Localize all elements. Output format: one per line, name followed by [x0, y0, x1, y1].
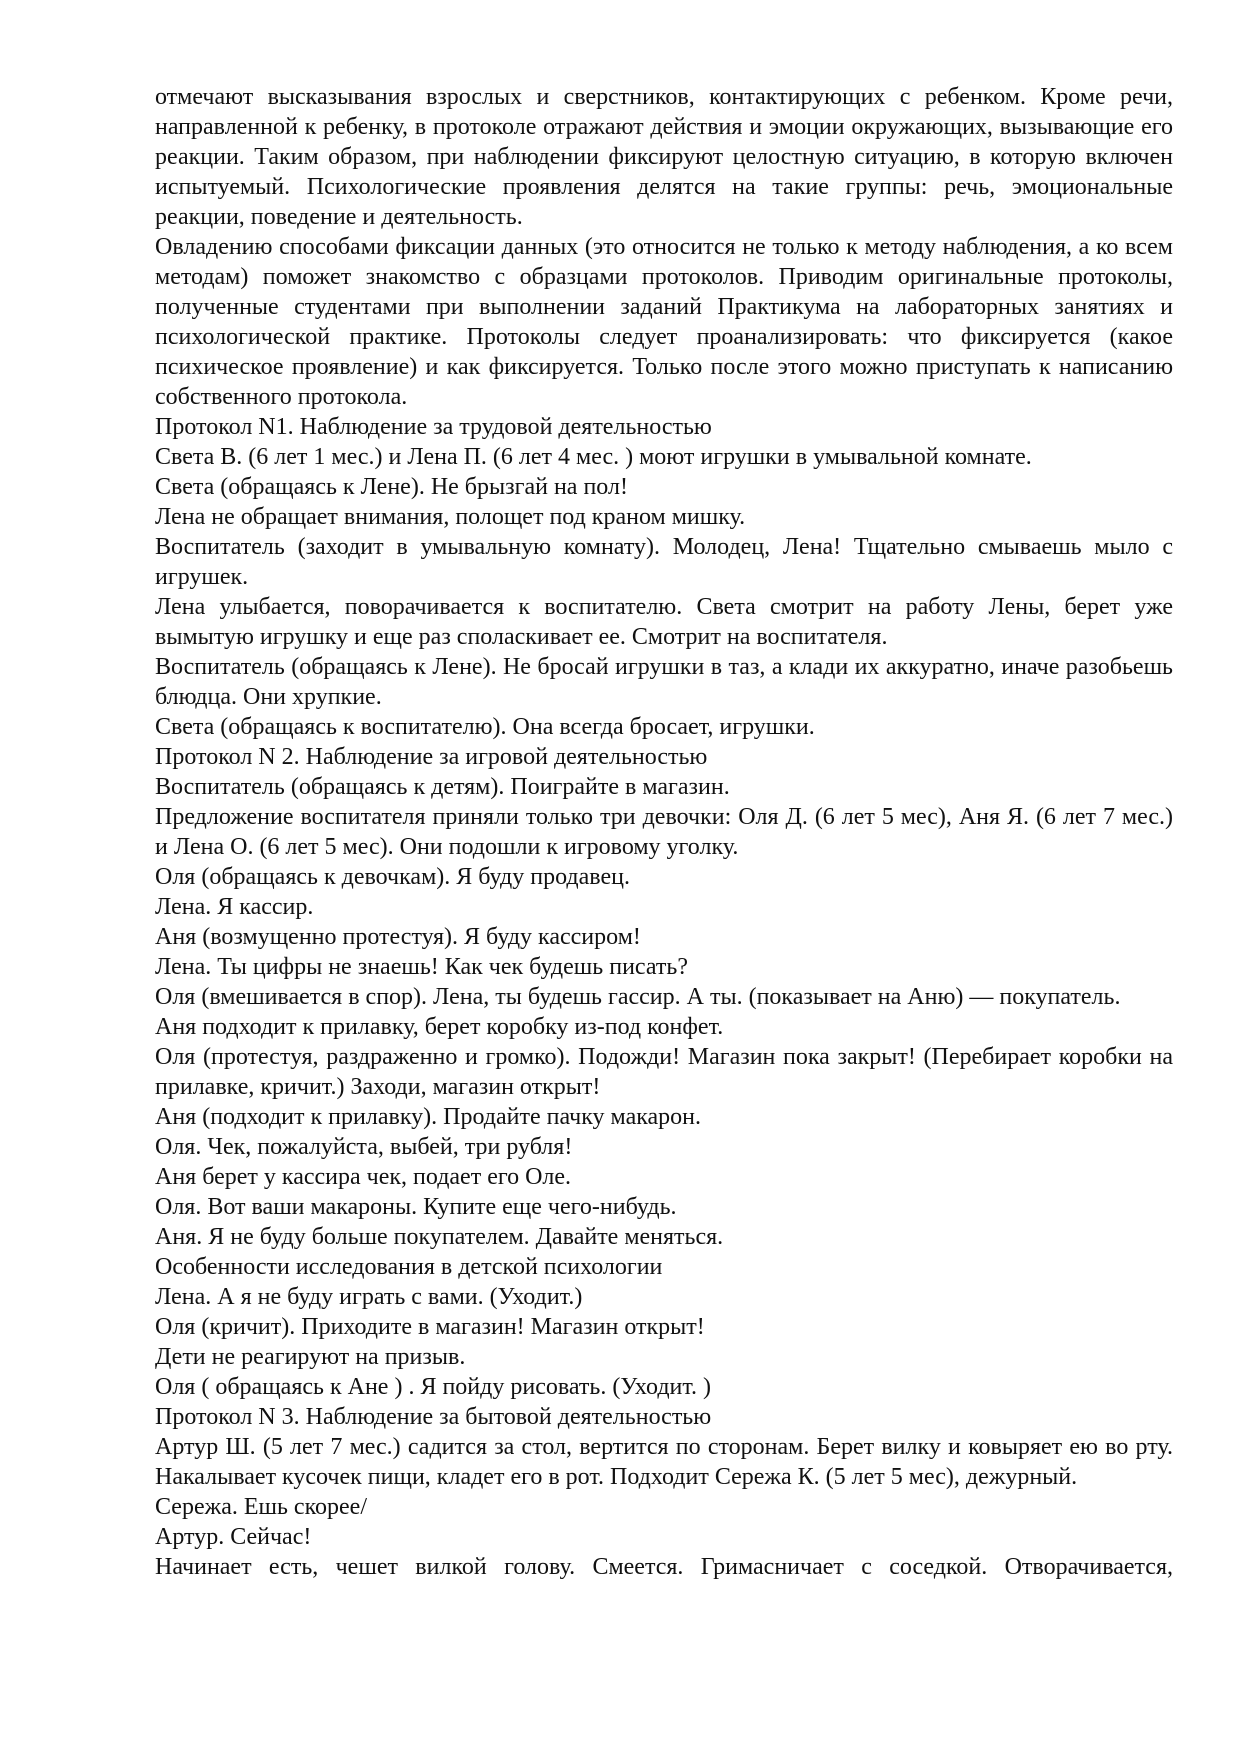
paragraph-protocol-methods: Овладению способами фиксации данных (это относится не только к методу наблюдения, а ко всем методам) поможет знакомство с образцами протоколов. Приводим оригинальные протоколы, полученные студентами при выполнении заданий Практикума на лабораторных занятиях и психологической практике. Протоколы следует проанализировать: что фиксируется (какое психическое проявление) и как фиксируется. Только после этого можно приступать к написанию собственного протокола. [155, 234, 1173, 410]
protocol-line: Воспитатель (заходит в умывальную комнату). Молодец, Лена! Тщательно смываешь мыло с игрушек. [155, 534, 1173, 590]
protocol-line: Света В. (6 лет 1 мес.) и Лена П. (6 лет 4 мес. ) моют игрушки в умывальной комнате. [155, 444, 1032, 470]
protocol-line: Аня подходит к прилавку, берет коробку из-под конфет. [155, 1014, 724, 1040]
heading-protocol-2: Протокол N 2. Наблюдение за игровой деятельностью [155, 744, 708, 770]
protocol-line: Аня (возмущенно протестуя). Я буду кассиром! [155, 924, 641, 950]
protocol-line: Оля (вмешивается в спор). Лена, ты будешь гассир. А ты. (показывает на Аню) — покупатель. [155, 984, 1121, 1010]
running-header-line: Особенности исследования в детской психологии [155, 1254, 663, 1280]
protocol-line: Лена не обращает внимания, полощет под краном мишку. [155, 504, 746, 530]
document-page [155, 82, 1173, 1582]
protocol-line: Оля. Вот ваши макароны. Купите еще чего-нибудь. [155, 1194, 677, 1220]
protocol-line: Лена. Ты цифры не знаешь! Как чек будешь писать? [155, 954, 688, 980]
heading-protocol-1: Протокол N1. Наблюдение за трудовой деятельностью [155, 414, 712, 440]
protocol-line: Оля (кричит). Приходите в магазин! Магазин открыт! [155, 1314, 705, 1340]
protocol-line: Оля. Чек, пожалуйста, выбей, три рубля! [155, 1134, 573, 1160]
protocol-line: Оля ( обращаясь к Ане ) . Я пойду рисовать. (Уходит. ) [155, 1374, 712, 1400]
protocol-line: Аня (подходит к прилавку). Продайте пачку макарон. [155, 1104, 702, 1130]
protocol-line: Артур Ш. (5 лет 7 мес.) садится за стол, вертится по сторонам. Берет вилку и ковыряет ею во рту. Накалывает кусочек пищи, кладет его в рот. Подходит Сережа К. (5 лет 5 мес), дежурный. [155, 1434, 1173, 1490]
protocol-line: Аня. Я не буду больше покупателем. Давайте меняться. [155, 1224, 724, 1250]
protocol-line: Предложение воспитателя приняли только три девочки: Оля Д. (6 лет 5 мес), Аня Я. (6 лет 7 мес.) и Лена О. (6 лет 5 мес). Они подошли к игровому уголку. [155, 804, 1173, 860]
protocol-line: Оля (протестуя, раздраженно и громко). Подожди! Магазин пока закрыт! (Перебирает коробки на прилавке, кричит.) Заходи, магазин открыт! [155, 1044, 1173, 1100]
paragraph-observation-intro: отмечают высказывания взрослых и сверстников, контактирующих с ребенком. Кроме речи, направленной к ребенку, в протоколе отражают действия и эмоции окружающих, вызывающие его реакции. Таким образом, при наблюдении фиксируют целостную ситуацию, в которую включен испытуемый. Психологические проявления делятся на такие группы: речь, эмоциональные реакции, поведение и деятельность. [155, 84, 1173, 230]
protocol-line: Аня берет у кассира чек, подает его Оле. [155, 1164, 572, 1190]
protocol-line: Начинает есть, чешет вилкой голову. Смеется. Гримасничает с соседкой. Отворачивается, [155, 1554, 1173, 1580]
protocol-line: Света (обращаясь к Лене). Не брызгай на пол! [155, 474, 628, 500]
heading-protocol-3: Протокол N 3. Наблюдение за бытовой деятельностью [155, 1404, 712, 1430]
protocol-line: Лена улыбается, поворачивается к воспитателю. Света смотрит на работу Лены, берет уже вымытую игрушку и еще раз споласкивает ее. Смотрит на воспитателя. [155, 594, 1173, 650]
protocol-line: Воспитатель (обращаясь к детям). Поиграйте в магазин. [155, 774, 730, 800]
protocol-line: Оля (обращаясь к девочкам). Я буду продавец. [155, 864, 630, 890]
protocol-line: Света (обращаясь к воспитателю). Она всегда бросает, игрушки. [155, 714, 815, 740]
protocol-line: Воспитатель (обращаясь к Лене). Не бросай игрушки в таз, а клади их аккуратно, иначе разобьешь блюдца. Они хрупкие. [155, 654, 1173, 710]
protocol-line: Сережа. Ешь скорее/ [155, 1494, 367, 1520]
protocol-line: Лена. А я не буду играть с вами. (Уходит.) [155, 1284, 583, 1310]
protocol-line: Лена. Я кассир. [155, 894, 314, 920]
protocol-line: Артур. Сейчас! [155, 1524, 312, 1550]
protocol-line: Дети не реагируют на призыв. [155, 1344, 466, 1370]
